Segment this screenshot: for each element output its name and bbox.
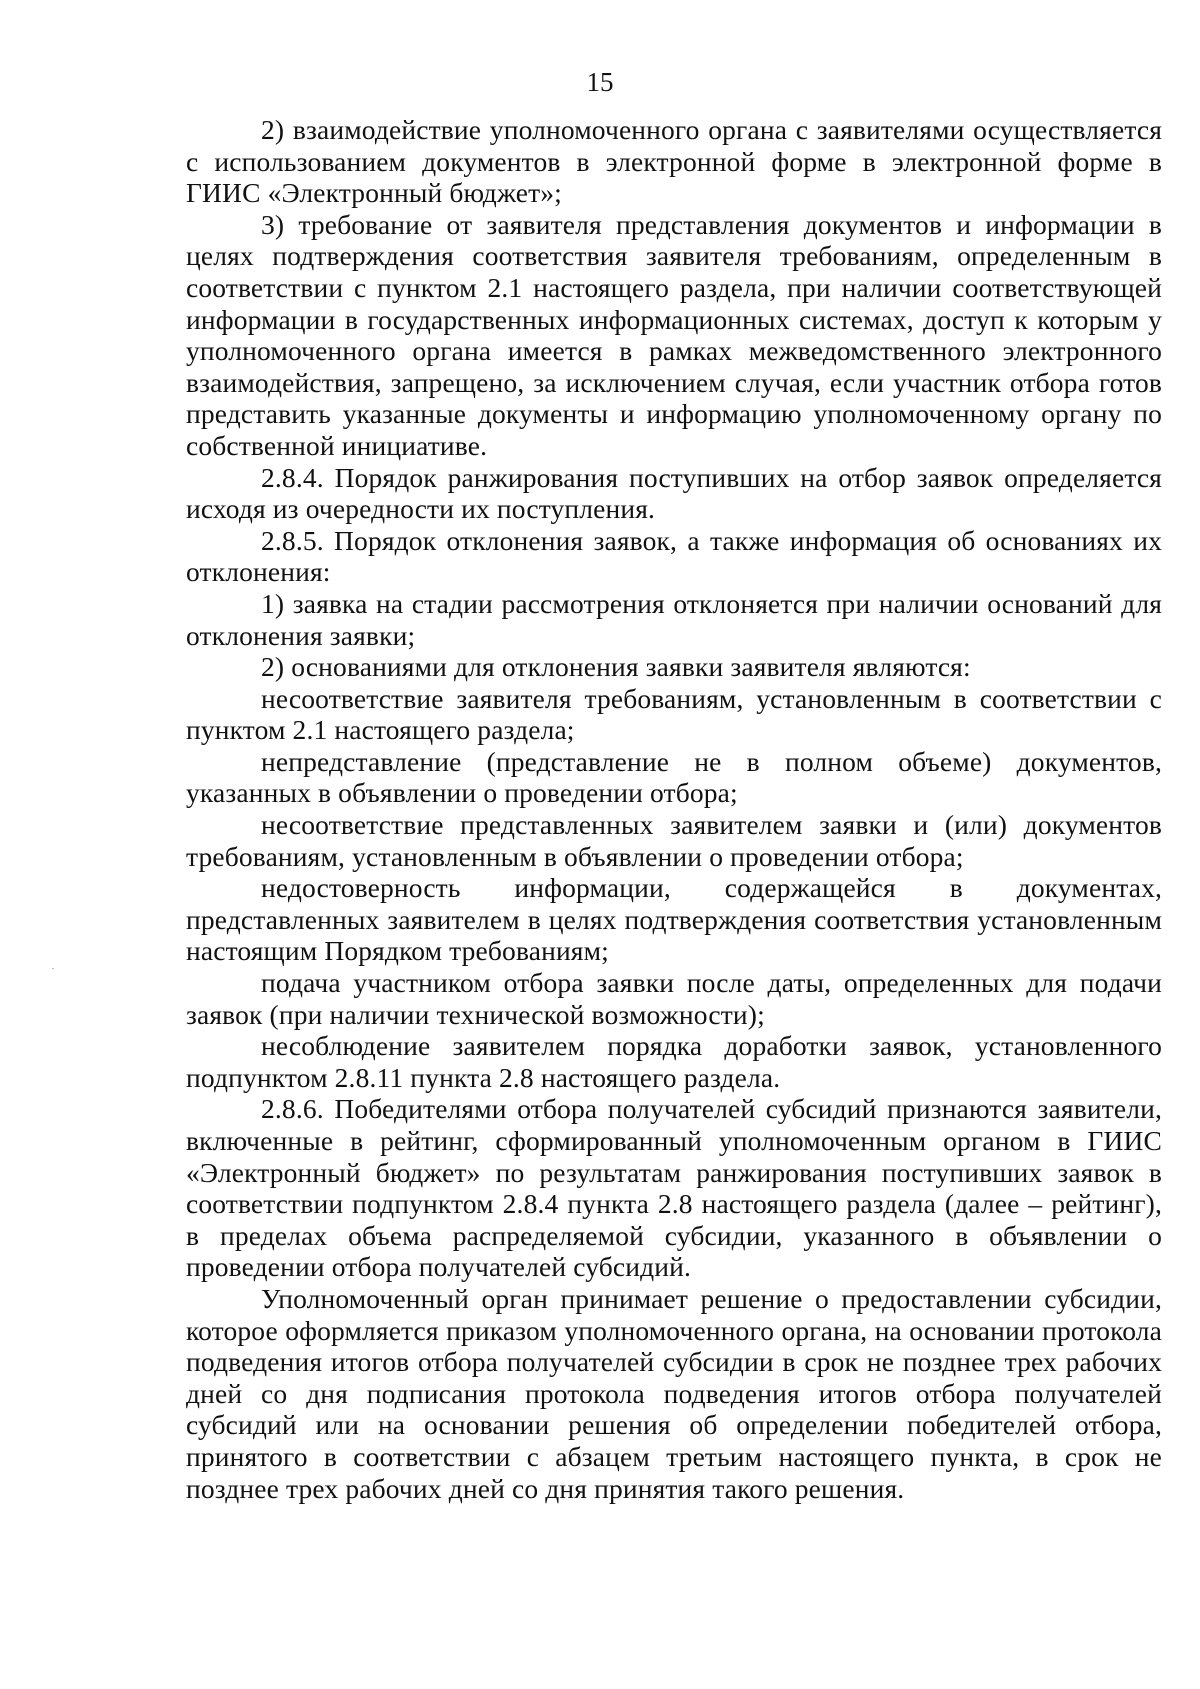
paragraph-2-8-6: 2.8.6. Победителями отбора получателей субсидий признаются заявители, включенные в рейтинг, сформированный уполномоченным органом в ГИИС «Электронный бюджет» по результатам ранжирования поступивших заявок в соответствии подпунктом 2.8.4 пункта 2.8 настоящего раздела (далее – рейтинг), в пределах объема распределяемой субсидии, указанного в объявлении о проведении отбора получателей субсидий.: [186, 1093, 1162, 1283]
paragraph-2-8-4: 2.8.4. Порядок ранжирования поступивших на отбор заявок определяется исходя из очередности их поступления.: [186, 461, 1162, 525]
paragraph-ground-document-mismatch: несоответствие представленных заявителем заявки и (или) документов требованиям, установленным в объявлении о проведении отбора;: [186, 809, 1162, 872]
paragraph-ground-false-information: недостоверность информации, содержащейся в документах, представленных заявителем в целях подтверждения соответствия установленным настоящим Порядком требованиям;: [186, 872, 1162, 967]
paragraph-rejection-stage: 1) заявка на стадии рассмотрения отклоняется при наличии оснований для отклонения заявки;: [186, 587, 1162, 651]
paragraph-ground-revision-order: несоблюдение заявителем порядка доработки заявок, установленного подпунктом 2.8.11 пункта 2.8 настоящего раздела.: [186, 1030, 1162, 1093]
page-number: 15: [586, 67, 614, 97]
paragraph-ground-noncompliance: несоответствие заявителя требованиям, установленным в соответствии с пунктом 2.1 настоящего раздела;: [186, 682, 1162, 746]
paragraph-rejection-grounds: 2) основаниями для отклонения заявки заявителя являются:: [261, 651, 971, 683]
paragraph-ground-late-submission: подача участником отбора заявки после даты, определенных для подачи заявок (при наличии технической возможности);: [186, 967, 1162, 1030]
paragraph-decision: Уполномоченный орган принимает решение о предоставлении субсидии, которое оформляется приказом уполномоченного органа, на основании протокола подведения итогов отбора получателей субсидии в срок не позднее трех рабочих дней со дня подписания протокола подведения итогов отбора получателей субсидий или на основании решения об определении победителей отбора, принятого в соответствии с абзацем третьим настоящего пункта, в срок не позднее трех рабочих дней со дня принятия такого решения.: [186, 1282, 1162, 1504]
scan-speck: [52, 968, 54, 969]
paragraph-interaction-electronic: 2) взаимодействие уполномоченного органа с заявителями осуществляется с использованием документов в электронной форме в электронной форме в ГИИС «Электронный бюджет»;: [186, 114, 1162, 209]
paragraph-2-8-5: 2.8.5. Порядок отклонения заявок, а также информация об основаниях их отклонения:: [186, 524, 1162, 588]
document-body: [186, 114, 1162, 1504]
paragraph-ground-missing-documents: непредставление (представление не в полном объеме) документов, указанных в объявлении о проведении отбора;: [186, 745, 1162, 809]
paragraph-document-requirement: 3) требование от заявителя представления документов и информации в целях подтверждения соответствия заявителя требованиям, определенным в соответствии с пунктом 2.1 настоящего раздела, при наличии соответствующей информации в государственных информационных системах, доступ к которым у уполномоченного органа имеется в рамках межведомственного электронного взаимодействия, запрещено, за исключением случая, если участник отбора готов представить указанные документы и информацию уполномоченному органу по собственной инициативе.: [186, 208, 1162, 461]
